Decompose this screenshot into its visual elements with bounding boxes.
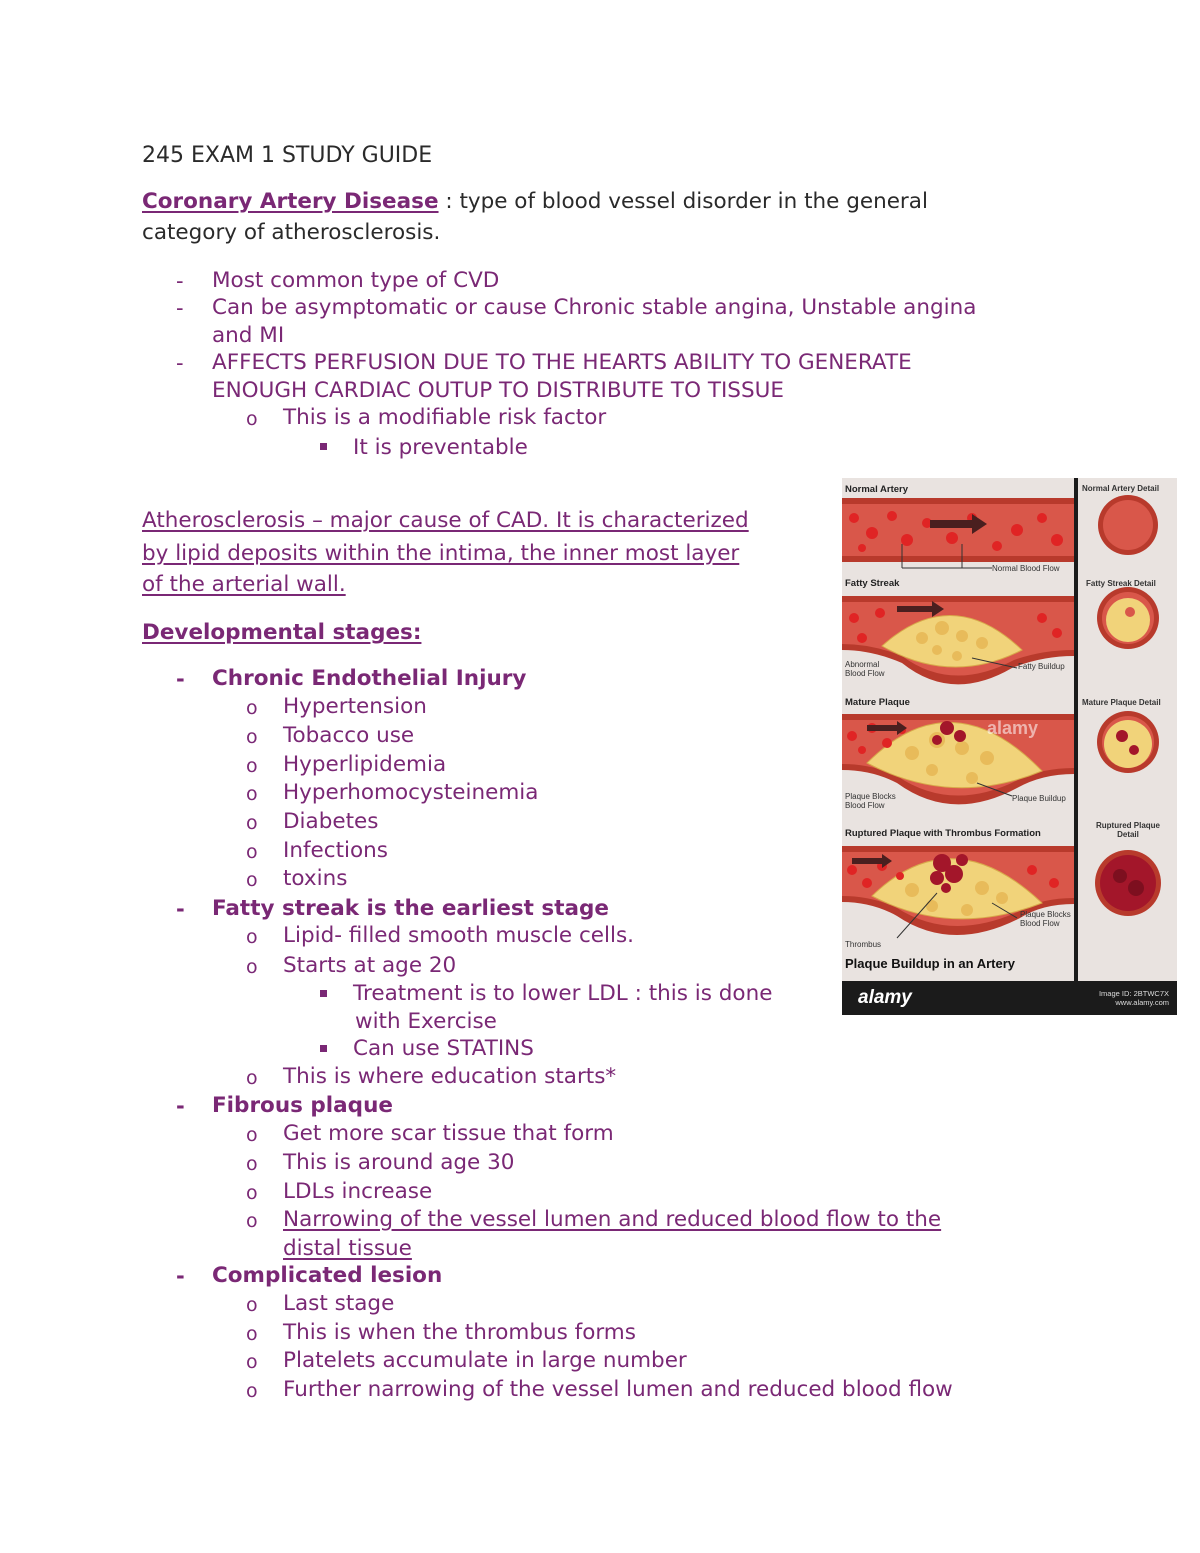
stage-2-item: Starts at age 20 xyxy=(283,953,457,978)
image-credit xyxy=(1099,989,1169,1007)
stage-4-item: Platelets accumulate in large number xyxy=(283,1348,687,1373)
circle-marker: o xyxy=(246,1182,258,1204)
circle-marker: o xyxy=(246,783,258,805)
stage-3-item: LDLs increase xyxy=(283,1179,433,1204)
dash-marker: - xyxy=(176,296,184,320)
alamy-logo: alamy xyxy=(858,987,912,1008)
label-ruptured-detail: Ruptured Plaque Detail xyxy=(1095,821,1160,839)
artery-illustration xyxy=(842,478,1074,1015)
figure-detail-panel xyxy=(1078,478,1177,981)
stage-1-item: Diabetes xyxy=(283,809,379,834)
label-fatty-buildup: Fatty Buildup xyxy=(1018,662,1065,671)
cad-sub-bullet: This is a modifiable risk factor xyxy=(283,405,607,430)
figure-main-panel xyxy=(842,478,1074,1015)
figure-title: Plaque Buildup in an Artery xyxy=(845,956,1015,971)
dash-marker: - xyxy=(176,1094,185,1118)
square-bullet-icon xyxy=(320,990,327,997)
circle-marker: o xyxy=(246,1294,258,1316)
label-normal-detail: Normal Artery Detail xyxy=(1082,484,1160,493)
image-id: Image ID: 2BTWC7X xyxy=(1098,989,1169,998)
label-thrombus: Thrombus xyxy=(845,940,882,949)
stage-1-item: Tobacco use xyxy=(283,723,415,748)
watermark: alamy xyxy=(987,718,1039,738)
label-mature-plaque: Mature Plaque xyxy=(845,697,910,708)
cad-definition-text: : type of blood vessel disorder in the general xyxy=(438,189,928,214)
cad-bullet-3-line2: ENOUGH CARDIAC OUTUP TO DISTRIBUTE TO TISSUE xyxy=(212,378,784,403)
label-plaque-blocks-2: Plaque Blocks Blood Flow xyxy=(1020,910,1071,928)
stage-4-item: This is when the thrombus forms xyxy=(283,1320,636,1345)
circle-marker: o xyxy=(246,869,258,891)
label-fatty-streak: Fatty Streak xyxy=(845,578,900,589)
label-plaque-blocks: Plaque Blocks Blood Flow xyxy=(845,792,896,810)
circle-marker: o xyxy=(246,1323,258,1345)
stage-2-item: This is where education starts* xyxy=(283,1064,617,1089)
stage-1-item: toxins xyxy=(283,866,348,891)
circle-marker: o xyxy=(246,812,258,834)
circle-marker: o xyxy=(246,755,258,777)
stage-4-item: Last stage xyxy=(283,1291,395,1316)
stage-4-title: Complicated lesion xyxy=(212,1263,443,1288)
stage-1-item: Infections xyxy=(283,838,388,863)
athero-line3: of the arterial wall. xyxy=(142,572,346,597)
stage-1-item: Hyperlipidemia xyxy=(283,752,447,777)
stage-3-item: Get more scar tissue that form xyxy=(283,1121,614,1146)
stage-2-title: Fatty streak is the earliest stage xyxy=(212,896,609,921)
figure-footer xyxy=(842,981,1177,1015)
artery-plaque-figure xyxy=(842,478,1177,1015)
cad-sub-sub-bullet: It is preventable xyxy=(353,435,528,460)
stage-2-sub-item-cont: with Exercise xyxy=(355,1009,497,1034)
cad-definition-line2: category of atherosclerosis. xyxy=(142,220,441,245)
stage-3-item: This is around age 30 xyxy=(283,1150,515,1175)
athero-line1: Atherosclerosis – major cause of CAD. It is characterized xyxy=(142,508,749,533)
circle-marker: o xyxy=(246,1124,258,1146)
stage-2-sub-item: Can use STATINS xyxy=(353,1036,534,1061)
label-normal-flow: Normal Blood Flow xyxy=(992,564,1060,573)
label-fatty-detail: Fatty Streak Detail xyxy=(1086,579,1156,588)
page-title: 245 EXAM 1 STUDY GUIDE xyxy=(142,143,433,168)
dash-marker: - xyxy=(176,1264,185,1288)
dash-marker: - xyxy=(176,667,185,691)
label-normal-artery: Normal Artery xyxy=(845,484,909,495)
stage-1-item: Hyperhomocysteinemia xyxy=(283,780,539,805)
dash-marker: - xyxy=(176,351,184,375)
label-ruptured-plaque: Ruptured Plaque with Thrombus Formation xyxy=(845,828,1041,839)
circle-marker: o xyxy=(246,926,258,948)
dev-stages-heading: Developmental stages: xyxy=(142,620,422,645)
stage-1-item: Hypertension xyxy=(283,694,427,719)
circle-marker: o xyxy=(246,1067,258,1089)
image-site: www.alamy.com xyxy=(1115,998,1169,1007)
circle-marker: o xyxy=(246,1351,258,1373)
circle-marker: o xyxy=(246,1153,258,1175)
stage-3-item-cont: distal tissue xyxy=(283,1236,412,1261)
circle-marker: o xyxy=(246,697,258,719)
cad-term: Coronary Artery Disease xyxy=(142,189,439,214)
label-plaque-buildup: Plaque Buildup xyxy=(1012,794,1066,803)
stage-2-item: Lipid- filled smooth muscle cells. xyxy=(283,923,635,948)
stage-3-title: Fibrous plaque xyxy=(212,1093,393,1118)
cad-bullet-3-line1: AFFECTS PERFUSION DUE TO THE HEARTS ABILITY TO GENERATE xyxy=(212,350,912,375)
cad-bullet-2-line2: and MI xyxy=(212,323,285,348)
square-bullet-icon xyxy=(320,1045,327,1052)
label-mature-detail: Mature Plaque Detail xyxy=(1082,698,1161,707)
stage-2-sub-item: Treatment is to lower LDL : this is done xyxy=(353,981,773,1006)
circle-marker: o xyxy=(246,841,258,863)
circle-marker: o xyxy=(246,956,258,978)
dash-marker: - xyxy=(176,897,185,921)
circle-marker: o xyxy=(246,1210,258,1232)
cad-bullet-2-line1: Can be asymptomatic or cause Chronic stable angina, Unstable angina xyxy=(212,295,977,320)
square-bullet-icon xyxy=(320,443,327,450)
cross-section-details xyxy=(1078,478,1177,981)
athero-line2: by lipid deposits within the intima, the inner most layer xyxy=(142,541,740,566)
dash-marker: - xyxy=(176,269,184,293)
cad-bullet-1: Most common type of CVD xyxy=(212,268,500,293)
circle-marker: o xyxy=(246,726,258,748)
stage-3-item: Narrowing of the vessel lumen and reduced blood flow to the xyxy=(283,1207,942,1232)
circle-marker: o xyxy=(246,408,258,430)
cad-definition-line1 xyxy=(142,188,928,216)
circle-marker: o xyxy=(246,1380,258,1402)
stage-1-title: Chronic Endothelial Injury xyxy=(212,666,527,691)
stage-4-item: Further narrowing of the vessel lumen and reduced blood flow xyxy=(283,1377,953,1402)
label-abnormal-flow: Abnormal Blood Flow xyxy=(845,660,885,678)
